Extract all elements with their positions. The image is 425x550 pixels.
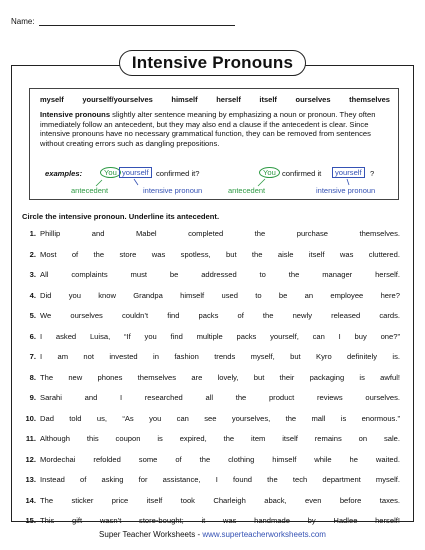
item-number: 7. xyxy=(29,352,36,361)
item-number: 15. xyxy=(25,516,36,525)
item-number: 4. xyxy=(29,290,36,300)
name-line[interactable] xyxy=(39,17,235,26)
exercise-item xyxy=(20,373,400,385)
exercise-item xyxy=(20,393,400,405)
name-field-row xyxy=(11,17,235,26)
example1-pronoun: yourself xyxy=(119,167,152,178)
exercise-item xyxy=(20,229,400,241)
item-sentence[interactable]: The new phones themselves are lovely, but their packaging is awful! xyxy=(40,372,400,382)
footer-url[interactable]: www.superteacherworksheets.com xyxy=(202,530,326,539)
exercise-item xyxy=(20,311,400,323)
definition-box xyxy=(29,88,399,200)
exercise-item xyxy=(20,496,400,508)
item-number: 8. xyxy=(29,372,36,382)
item-sentence[interactable]: All complaints must be addressed to the manager herself. xyxy=(40,270,400,279)
example1-antecedent-label: antecedent xyxy=(71,186,109,195)
item-sentence[interactable]: Did you know Grandpa himself used to be an employee here? xyxy=(40,290,400,300)
examples-area xyxy=(30,89,400,201)
item-number: 10. xyxy=(25,413,36,423)
item-sentence[interactable]: We ourselves couldn’t find packs of the newly released cards. xyxy=(40,311,400,320)
item-sentence[interactable]: I am not invested in fashion trends myself, but Kyro definitely is. xyxy=(40,352,400,361)
exercise-item xyxy=(20,516,400,528)
item-sentence[interactable]: I asked Luisa, “If you find multiple packs yourself, can I buy one?” xyxy=(40,331,400,341)
arrow-antecedent-2 xyxy=(258,179,265,186)
item-sentence[interactable]: The sticker price itself took Charleigh aback, even before taxes. xyxy=(40,495,400,505)
example2-pronoun-label: intensive pronoun xyxy=(316,186,376,195)
example2-end: ? xyxy=(370,169,375,178)
arrow-pronoun-2 xyxy=(347,179,349,185)
exercise-item xyxy=(20,332,400,344)
footer-brand: Super Teacher Worksheets xyxy=(99,530,196,539)
arrow-pronoun-1 xyxy=(134,179,138,185)
footer xyxy=(0,530,425,539)
definition-body: slightly alter sentence meaning by emphasizing a noun or pronoun. They often immediately follow an antecedent, but they may also end a clause if the antecedent is clear. Since intensive pronouns have no necessary grammatical function, they can be removed from sentences without creating errors such as dangling prepositions. xyxy=(40,110,376,148)
item-sentence[interactable]: Mordechai refolded some of the clothing himself while he waited. xyxy=(40,454,400,464)
exercise-item xyxy=(20,352,400,364)
name-label: Name: xyxy=(11,17,35,26)
exercise-item xyxy=(20,270,400,282)
item-number: 11. xyxy=(25,434,36,443)
pronoun-item: himself xyxy=(171,95,198,104)
item-number: 3. xyxy=(29,270,36,279)
exercise-item xyxy=(20,455,400,467)
exercise-item xyxy=(20,414,400,426)
item-sentence[interactable]: This gift wasn’t store-bought; it was handmade by Hadlee herself! xyxy=(40,516,400,525)
exercise-item xyxy=(20,434,400,446)
example2-middle: confirmed it xyxy=(282,169,322,178)
item-number: 13. xyxy=(25,475,36,484)
item-sentence[interactable]: Most of the store was spotless, but the aisle itself was cluttered. xyxy=(40,249,400,259)
example1-rest: confirmed it? xyxy=(156,169,200,178)
exercise-item xyxy=(20,291,400,303)
item-sentence[interactable]: Instead of asking for assistance, I found the tech department myself. xyxy=(40,475,400,484)
exercise-item xyxy=(20,250,400,262)
pronoun-item: themselves xyxy=(349,95,390,104)
item-sentence[interactable]: Although this coupon is expired, the item itself remains on sale. xyxy=(40,434,400,443)
example1-antecedent: You xyxy=(100,167,121,178)
item-number: 9. xyxy=(29,393,36,402)
pronoun-item: myself xyxy=(40,95,64,104)
worksheet-title: Intensive Pronouns xyxy=(119,50,306,76)
example1-pronoun-label: intensive pronoun xyxy=(143,186,203,195)
item-sentence[interactable]: Dad told us, “As you can see yourselves, the mall is enormous.” xyxy=(40,413,400,423)
item-number: 5. xyxy=(29,311,36,320)
example2-antecedent-label: antecedent xyxy=(228,186,266,195)
item-sentence[interactable]: Sarahi and I researched all the product reviews ourselves. xyxy=(40,393,400,402)
footer-separator: - xyxy=(195,530,203,539)
item-number: 6. xyxy=(29,331,36,341)
pronoun-item: herself xyxy=(216,95,241,104)
example2-antecedent: You xyxy=(259,167,280,178)
item-number: 2. xyxy=(29,249,36,259)
example-arrows xyxy=(30,89,400,201)
pronoun-item: yourself/yourselves xyxy=(82,95,153,104)
definition-term: Intensive pronouns xyxy=(40,110,111,119)
instructions: Circle the intensive pronoun. Underline its antecedent. xyxy=(22,212,220,221)
pronoun-item: itself xyxy=(259,95,277,104)
examples-label: examples: xyxy=(45,169,83,178)
item-number: 12. xyxy=(25,454,36,464)
pronoun-item: ourselves xyxy=(295,95,331,104)
item-sentence[interactable]: Phillip and Mabel completed the purchase themselves. xyxy=(40,229,400,238)
item-number: 14. xyxy=(25,495,36,505)
item-number: 1. xyxy=(29,229,36,238)
example2-pronoun: yourself xyxy=(332,167,365,178)
exercise-item xyxy=(20,475,400,487)
